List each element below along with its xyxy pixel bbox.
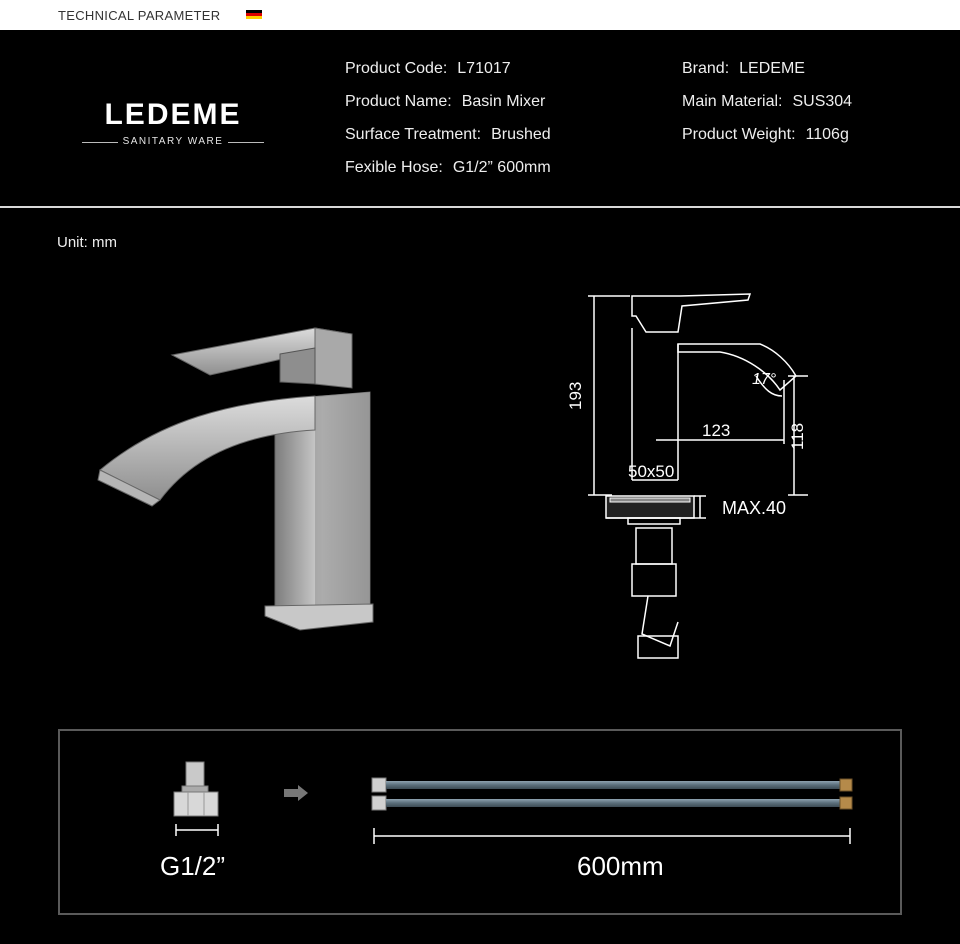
dimension-angle: 17° (752, 371, 777, 388)
spec-main-material (682, 93, 852, 111)
spec-surface-treatment (345, 126, 551, 144)
hose-length-label: 600mm (577, 851, 664, 881)
top-bar (0, 0, 960, 31)
spec-product-weight (682, 126, 849, 144)
spec-label: Fexible Hose: (345, 159, 443, 176)
header-divider (0, 206, 960, 208)
spec-value: SUS304 (792, 93, 853, 110)
spec-value: LEDEME (739, 60, 805, 77)
spec-brand (682, 60, 805, 78)
spec-product-name (345, 93, 545, 111)
hose-image (368, 770, 858, 850)
spec-label: Product Name: (345, 93, 452, 110)
dimension-base: 50x50 (628, 462, 675, 481)
logo-tagline: SANITARY WARE (78, 136, 268, 147)
spec-product-code (345, 60, 511, 78)
unit-label: Unit: mm (57, 234, 117, 251)
arrow-right-icon (282, 783, 310, 803)
dimension-height-total: 193 (566, 381, 585, 410)
spec-value: Basin Mixer (461, 93, 546, 110)
spec-label: Product Code: (345, 60, 448, 77)
dimension-max-thickness: MAX.40 (722, 498, 787, 518)
dimension-height-spout: 118 (788, 422, 807, 450)
spec-value: G1/2” 600mm (452, 159, 551, 176)
technical-drawing (560, 280, 840, 680)
spec-value: 1106g (805, 126, 849, 143)
spec-label: Surface Treatment: (345, 126, 482, 143)
logo (78, 98, 268, 147)
spec-label: Brand: (682, 60, 730, 77)
spec-flexible-hose (345, 159, 551, 177)
dimension-reach: 123 (702, 421, 731, 440)
spec-label: Main Material: (682, 93, 783, 110)
spec-value: Brushed (491, 126, 551, 143)
connector-size-label: G1/2” (160, 851, 226, 881)
germany-flag-icon (246, 10, 262, 19)
connector-image (166, 758, 226, 848)
faucet-image (90, 310, 390, 650)
logo-brand: LEDEME (104, 98, 242, 131)
spec-value: L71017 (457, 60, 511, 77)
section-title: TECHNICAL PARAMETER (58, 8, 221, 23)
spec-label: Product Weight: (682, 126, 796, 143)
